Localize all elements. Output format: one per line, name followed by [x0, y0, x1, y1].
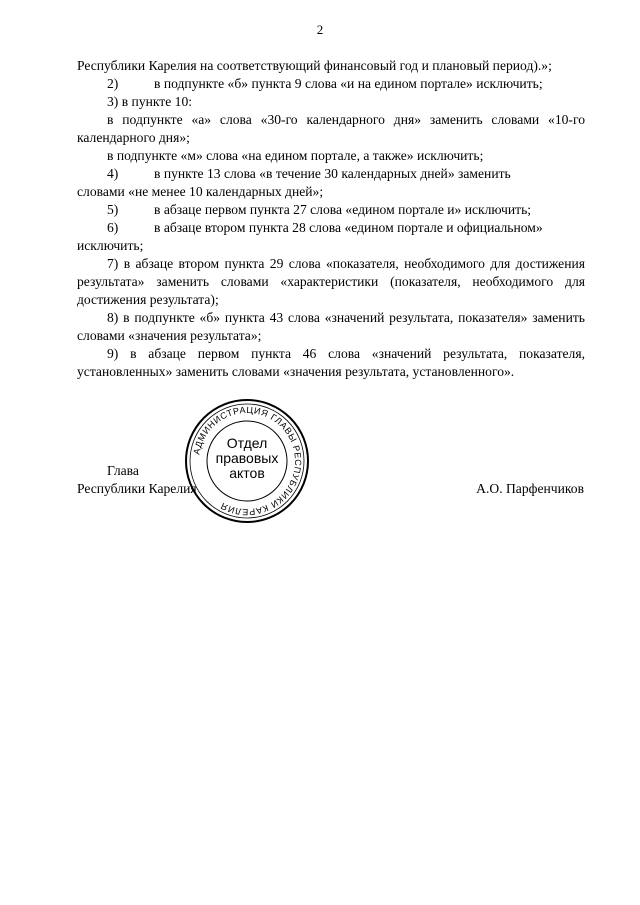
paragraph: в подпункте «м» слова «на едином портале, а также» исключить;: [107, 148, 484, 163]
stamp-line: актов: [229, 465, 265, 481]
paragraph: Республики Карелия на соответствующий финансовый год и плановый период).»;: [77, 58, 552, 73]
paragraph-continuation: исключить;: [77, 238, 144, 253]
item-number: 4): [107, 166, 119, 181]
paragraph: 3) в пункте 10:: [107, 94, 193, 109]
item-text: в абзаце втором пункта 28 слова «едином портале и официальном»: [154, 220, 543, 235]
numbered-item: [77, 165, 585, 183]
signature-title: Глава: [107, 463, 139, 478]
page-number: 2: [316, 22, 324, 37]
item-number: 6): [107, 220, 119, 235]
item-text: в пункте 13 слова «в течение 30 календарных дней» заменить: [154, 166, 511, 181]
item-number: 2): [107, 76, 119, 91]
official-stamp: [182, 396, 312, 526]
item-text: в абзаце первом пункта 27 слова «едином портале и» исключить;: [154, 202, 532, 217]
stamp-line: Отдел: [226, 435, 268, 451]
item-number: 5): [107, 202, 119, 217]
item-text: в подпункте «б» пункта 9 слова «и на едином портале» исключить;: [154, 76, 543, 91]
paragraph: в подпункте «а» слова «30-го календарного дня» заменить словами «10-го календарного дня»;: [77, 112, 585, 145]
signature-region: Республики Карелия: [77, 481, 197, 496]
paragraph: 9) в абзаце первом пункта 46 слова «значений результата, показателя, установленных» заменить словами «значения результата, установленного».: [77, 346, 585, 379]
paragraph: 7) в абзаце втором пункта 29 слова «показателя, необходимого для достижения результата» заменить словами «характеристики (показателя, необходимого для достижения результата);: [77, 256, 585, 307]
numbered-item: [77, 219, 585, 237]
signature-name: А.О. Парфенчиков: [476, 481, 584, 496]
document-body: [77, 57, 585, 381]
stamp-line: правовых: [215, 450, 279, 466]
paragraph: 8) в подпункте «б» пункта 43 слова «значений результата, показателя» заменить словами «значения результата»;: [77, 310, 585, 343]
numbered-item: [77, 75, 585, 93]
stamp-ring-text: АДМИНИСТРАЦИЯ ГЛАВЫ РЕСПУБЛИКИ КАРЕЛИЯ: [191, 404, 304, 518]
numbered-item: [77, 201, 585, 219]
paragraph-continuation: словами «не менее 10 календарных дней»;: [77, 184, 324, 199]
stamp-center-text: [182, 436, 312, 481]
